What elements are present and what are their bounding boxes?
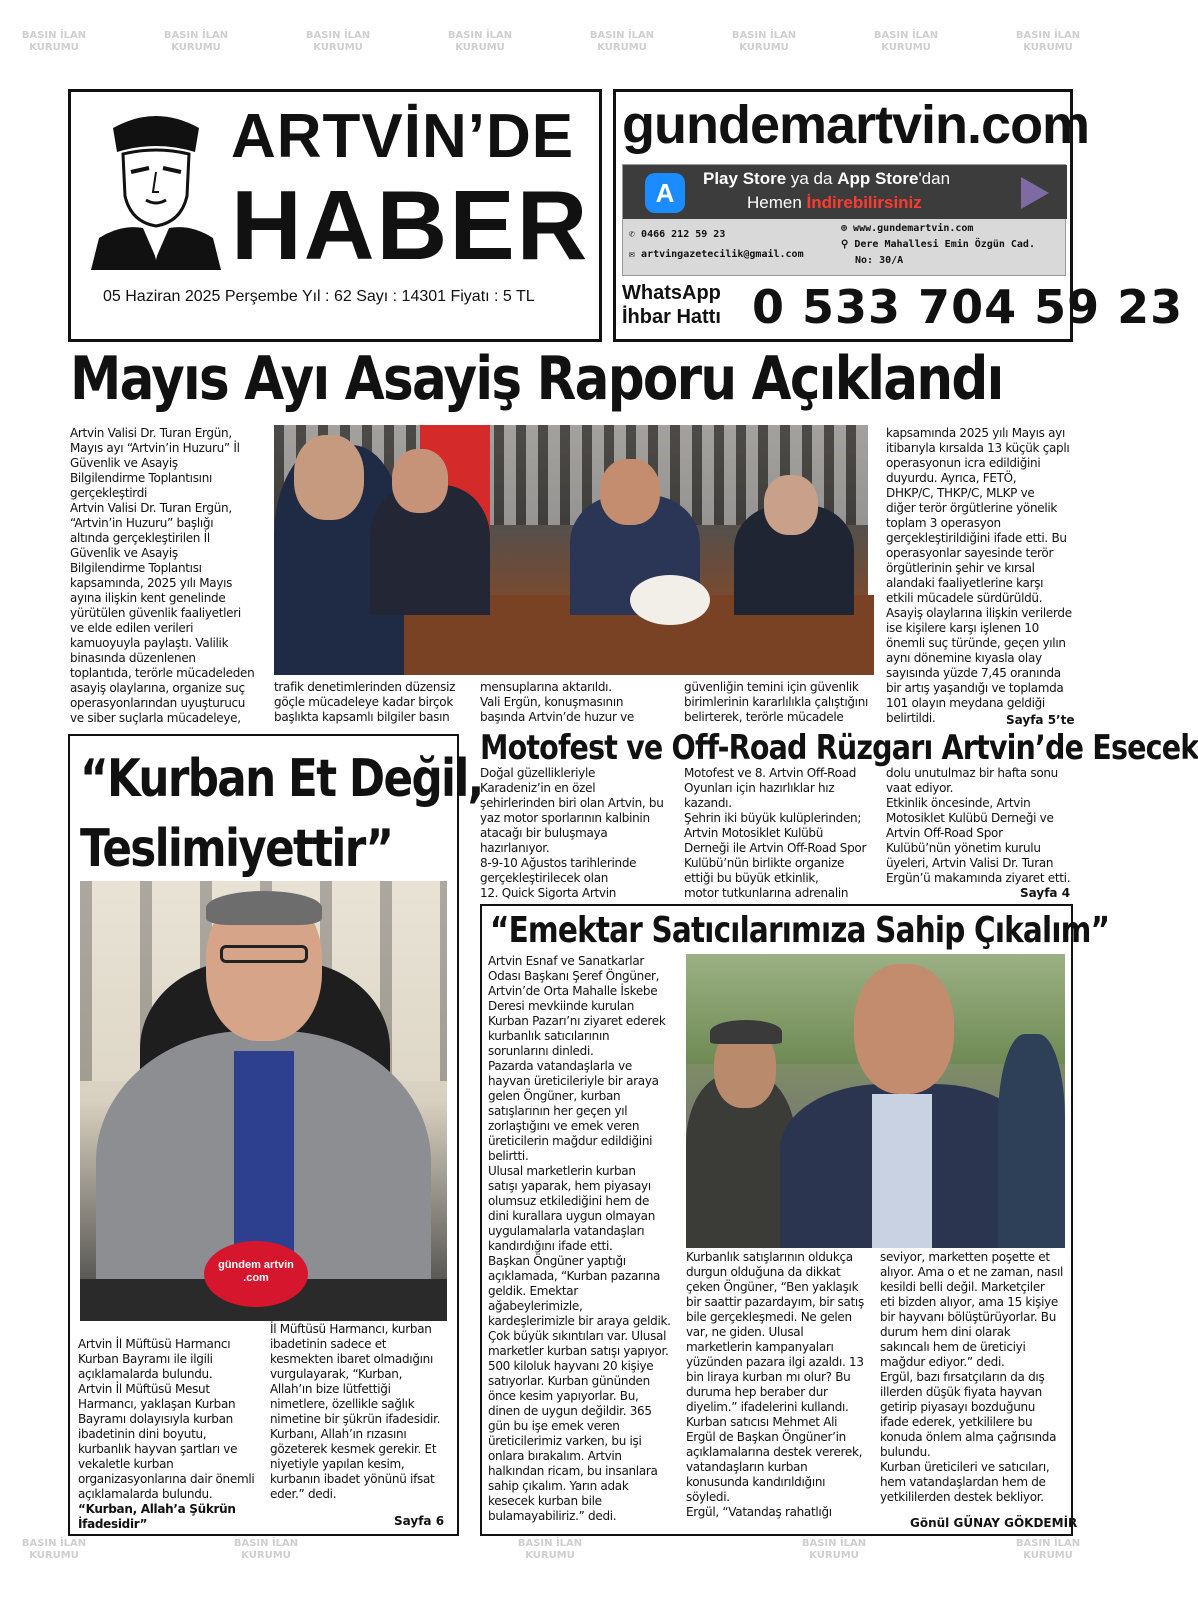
watermark: BASIN İLAN KURUMU xyxy=(1015,30,1081,53)
watermark: BASIN İLAN KURUMU xyxy=(873,30,939,53)
address-line-2: No: 30/A xyxy=(855,255,904,266)
headline-emektar: “Emektar Satıcılarımıza Sahip Çıkalım” xyxy=(490,910,1110,951)
address-line-1: ⚲ Dere Mahallesi Emin Özgün Cad. xyxy=(841,239,1035,250)
shirt xyxy=(872,1094,932,1248)
story2-col1: Artvin İl Müftüsü Harmancı Kurban Bayramı ile ilgili açıklamalarda bulundu. Artvin İl Müftüsü Mesut Harmancı, yaklaşan Kurban Bayramı dolayısıyla kurban ibadetinin dini boyutu, kurbanlık hayvan şartları ve vekaletle kurban organizasyonlarına dair önemli açıklamalarda bulundu. “Kurban, Allah’a Şükrün İfadesidir” xyxy=(78,1322,268,1512)
watermark: BASIN İLAN KURUMU xyxy=(447,30,513,53)
cap-icon xyxy=(710,1020,782,1044)
headline-kurban: “Kurban Et Değil, Teslimiyettir” xyxy=(80,749,483,879)
watermark: BASIN İLAN KURUMU xyxy=(517,1538,583,1561)
watermark: BASIN İLAN KURUMU xyxy=(801,1538,867,1561)
flowers xyxy=(630,575,710,625)
tipline-label: İhbar Hattı xyxy=(622,306,721,328)
web-address[interactable]: ⊕ www.gundemartvin.com xyxy=(841,223,974,234)
globe-icon: ⊕ xyxy=(841,223,854,234)
headline-motofest: Motofest ve Off-Road Rüzgarı Artvin’de Esecek xyxy=(480,728,1198,768)
glasses-icon xyxy=(220,945,308,963)
person-2-face xyxy=(392,449,448,513)
watermark: BASIN İLAN KURUMU xyxy=(163,30,229,53)
play-store-icon[interactable] xyxy=(1021,177,1049,209)
story4-col2: Kurbanlık satışlarının oldukça durgun olduğuna da dikkat çeken Öngüner, “Ben yaklaşık bir saattir pazardayım, bir satış bile gerçekleşmedi. Ne gelen var, ne giden. Ulusal marketlerin kampanyaları yüzünden pazara ilgi azaldı. 13 bin liraya kurban mı olur? Bu duruma hep beraber dur diyelim.” ifadelerini kullandı. Kurban satıcısı Mehmet Ali Ergül de Başkan Öngüner’in açıklamalarına destek vererek, vatandaşların kurban konusunda kandırıldığını söyledi. Ergül, “Vatandaş rahatlığı xyxy=(686,1250,864,1519)
watermark: BASIN İLAN KURUMU xyxy=(589,30,655,53)
story1-photo xyxy=(274,425,868,675)
person-1-face xyxy=(294,435,364,520)
promo-panel xyxy=(613,89,1184,342)
app-store-icon[interactable]: A xyxy=(645,173,685,213)
story1-col2: trafik denetimlerinden düzensiz göçle mücadeleye kadar birçok başlıkta kapsamlı bilgiler basın xyxy=(274,680,456,724)
person-3-face xyxy=(600,459,660,525)
store-bar xyxy=(623,165,1067,219)
story2-subhead: “Kurban, Allah’a Şükrün İfadesidir” xyxy=(78,1502,236,1531)
watermark: BASIN İLAN KURUMU xyxy=(1015,1538,1081,1561)
issue-info: 05 Haziran 2025 Perşembe Yıl : 62 Sayı : 14301 Fiyatı : 5 TL xyxy=(103,288,535,305)
story3-col2: Motofest ve 8. Artvin Off-Road Oyunları için hazırlıklar hız kazandı. Şehrin iki büyük kulüplerinden; Artvin Motosiklet Kulübü Derneği ile Artvin Off-Road Spor Kulübü’nün birlikte organize ettiği bu büyük etkinlik, motor tutkunlarına adrenalin xyxy=(684,766,867,900)
app-download-banner[interactable] xyxy=(622,164,1066,276)
story2-col2: İl Müftüsü Harmancı, kurban ibadetinin sadece et kesmekten ibaret olmadığını vurgulayarak, “Kurban, Allah’ın bize lütfettiği nimetlere, özellikle sağlık nimetine bir şükrün ifadesidir. Kurbanı, Allah’ın rızasını gözeterek kesmek gerekir. Et niyetiyle yapılan kesim, kurbanın ibadet yönünü ifsat eder.” dedi. xyxy=(270,1322,441,1501)
story4-photo xyxy=(686,954,1065,1248)
email[interactable]: ✉ artvingazetecilik@gmail.com xyxy=(629,249,804,260)
store-line-2: Hemen İndirebilirsiniz xyxy=(747,193,922,212)
person-right xyxy=(998,1034,1065,1248)
story1-col5: kapsamında 2025 yılı Mayıs ayı itibarıyla kırsalda 13 küçük çaplı operasyonun icra edildiğini duyurdu. Ayrıca, FETÖ, DHKP/C, THKP/C, MLKP ve diğer terör örgütlerine yönelik toplam 3 operasyon gerçekleştirildiğini ifade etti. Bu operasyonlar sayesinde terör örgütlerinin şehir ve kırsal alandaki faaliyetlerine karşı etkili mücadele sürdürüldü. Asayiş olaylarına ilişkin verilerde ise kişilere karşı işlenen 10 önemli suç türünde, geçen yılın aynı dönemine kıyasla olay sayısında yüzde 7,45 oranında bir artış yaşandığı ve toplamda 101 olayın meydana geldiği belirtildi. xyxy=(886,426,1072,725)
whatsapp-phone[interactable]: 0 533 704 59 23 xyxy=(752,280,1184,334)
site-url[interactable]: gundemartvin.com xyxy=(622,95,1090,155)
story2-photo xyxy=(80,881,447,1321)
story4-box xyxy=(480,904,1110,1536)
ataturk-portrait-icon xyxy=(91,110,221,270)
tie xyxy=(234,1051,294,1271)
store-line-1: Play Store ya da App Store'dan xyxy=(703,169,951,188)
byline: Gönül GÜNAY GÖKDEMİR xyxy=(910,1516,1078,1530)
story3-col3: dolu unutulmaz bir hafta sonu vaat ediyor. Etkinlik öncesinde, Artvin Motosiklet Kulübü Derneği ve Artvin Off-Road Spor Kulübü’nün yönetim kurulu üyeleri, Artvin Valisi Dr. Turan Ergün’ü makamında ziyaret etti. xyxy=(886,766,1071,885)
watermark: BASIN İLAN KURUMU xyxy=(21,30,87,53)
masthead xyxy=(68,89,602,342)
watermark: BASIN İLAN KURUMU xyxy=(731,30,797,53)
story2-page-ref[interactable]: Sayfa 6 xyxy=(394,1514,445,1528)
story3-page-ref[interactable]: Sayfa 4 xyxy=(1020,886,1071,900)
hair xyxy=(206,891,322,925)
story2-box xyxy=(68,734,483,1536)
story4-col3: seviyor, marketten poşette et alıyor. Ama o et ne zaman, nasıl kesildi belli değil. Marketçiler eti bizden alıyor, ama 15 kişiye bir hayvanı bölüştürüyorlar. Bu durum hem dini olarak sakıncalı hem de üreticiyi mağdur ediyor.” dedi. Ergül, bazı fırsatçıların da dış illerden düşük fiyata hayvan getirip piyasayı bozduğunu ifade ederek, yetkililere bu konuda önlem alma çağrısında bulundu. Kurban üreticileri ve satıcıları, hem vatandaşlardan hem de yetkililerden destek bekliyor. xyxy=(880,1250,1064,1504)
watermark: BASIN İLAN KURUMU xyxy=(21,1538,87,1561)
phone-icon: ✆ xyxy=(629,229,642,240)
story1-col4: güvenliğin temini için güvenlik birimlerinin kararlılıkla çalıştığını belirterek, terörle mücadele xyxy=(684,680,869,724)
location-pin-icon: ⚲ xyxy=(841,239,855,250)
microphone-icon: gündem artvin .com xyxy=(204,1241,308,1307)
brand-name-bottom: HABER xyxy=(231,170,590,280)
watermark: BASIN İLAN KURUMU xyxy=(233,1538,299,1561)
brand-name-top: ARTVİN’DE xyxy=(231,102,575,171)
whatsapp-label: WhatsApp xyxy=(622,282,721,304)
watermark: BASIN İLAN KURUMU xyxy=(305,30,371,53)
story1-page-ref[interactable]: Sayfa 5’te xyxy=(1006,713,1075,727)
phone-small: ✆ 0466 212 59 23 xyxy=(629,229,726,240)
mail-icon: ✉ xyxy=(629,249,642,260)
story4-col1: Artvin Esnaf ve Sanatkarlar Odası Başkanı Şeref Öngüner, Artvin’de Orta Mahalle İskebe Deresi mevkiinde kurulan Kurban Pazarı’nı ziyaret ederek kurbanlık satıcılarının sorunlarını dinledi. Pazarda vatandaşlarla ve hayvan üreticileriyle bir araya gelen Öngüner, kurban satışlarının her geçen yıl zorlaştığını ve emek veren üreticilerin mağdur edildiğini belirtti. Ulusal marketlerin kurban satışı yaparak, hem piyasayı olumsuz etkilediğini hem de dini kurallara uygun olmayan uygulamalarla vatandaşları kandırdığını ifade etti. Başkan Öngüner yaptığı açıklamada, “Kurban pazarına geldik. Emektar ağabeylerimizle, kardeşlerimizle bir araya geldik. Çok büyük sıkıntıları var. Ulusal marketler kurban satışı yapıyor. 500 kiloluk hayvanı 20 kişiye satıyorlar. Kurban gününden önce kesim yapıyorlar. Bu, dinen de uygun değildir. 365 gün bu işe emek veren üreticilerimiz varken, bu işi onlara bırakalım. Artvin halkından ricam, bu insanlara sahip çıkalım. Yarın adak kesecek kurban bile bulamayabiliriz.” dedi. xyxy=(488,954,671,1523)
story1-col3: mensuplarına aktarıldı. Vali Ergün, konuşmasının başında Artvin’de huzur ve xyxy=(480,680,635,724)
person-4-face xyxy=(764,475,818,535)
person-ongner-face xyxy=(854,964,954,1094)
story1-col1: Artvin Valisi Dr. Turan Ergün, Mayıs ayı “Artvin’in Huzuru” İl Güvenlik ve Asayiş Bilgilendirme Toplantısını gerçekleştirdi Artvin Valisi Dr. Turan Ergün, “Artvin’in Huzuru” başlığı altında gerçekleştirilen İl Güvenlik ve Asayiş Bilgilendirme Toplantısı kapsamında, 2025 yılı Mayıs ayına ilişkin kent genelinde yürütülen güvenlik faaliyetleri ve elde edilen verileri kamuoyuyla paylaştı. Valilik binasında düzenlenen toplantıda, terörle mücadeleden asayiş olaylarına, organize suç operasyonlarından uyuşturucu ve siber suçlarla mücadeleye, xyxy=(70,426,255,725)
headline-asayis: Mayıs Ayı Asayiş Raporu Açıklandı xyxy=(70,344,1003,414)
story3-col1: Doğal güzellikleriyle Karadeniz’in en özel şehirlerinden biri olan Artvin, bu yaz motor sporlarının kalbinin atacağı bir buluşmaya hazırlanıyor. 8-9-10 Ağustos tarihlerinde gerçekleştirilecek olan 12. Quick Sigorta Artvin xyxy=(480,766,664,900)
